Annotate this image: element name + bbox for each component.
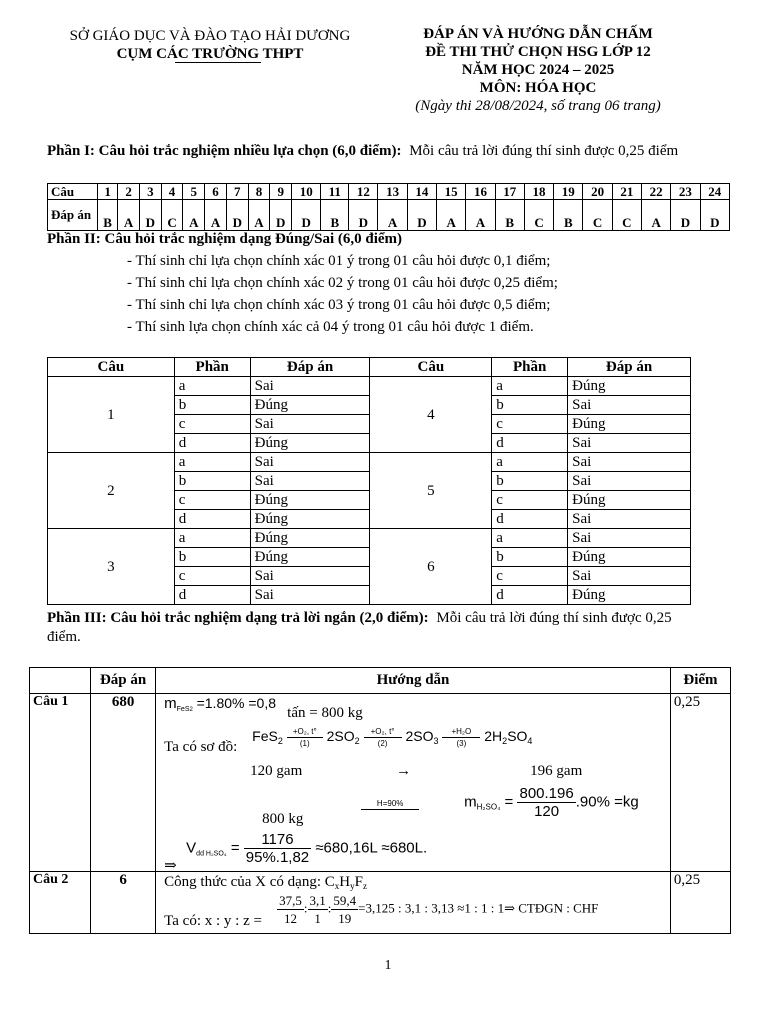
subscript: 2 — [277, 736, 283, 747]
part-letter: c — [174, 491, 250, 510]
denominator: 120 — [534, 803, 560, 820]
answer-key-question: 12 — [349, 184, 378, 200]
score-value: 0,25 — [670, 872, 730, 934]
reaction-arrow — [287, 727, 323, 748]
exam-title: ĐỀ THI THỬ CHỌN HSG LỚP 12 — [425, 44, 651, 60]
species: 2SO — [405, 728, 434, 745]
part-letter: a — [492, 377, 568, 396]
answer-cell: Sai — [568, 567, 691, 586]
numerator: 59,4 — [333, 893, 357, 908]
subscript: y — [350, 881, 355, 891]
part3-table — [29, 667, 731, 934]
answer-key-question: 1 — [98, 184, 118, 200]
arrow-bot: (1) — [299, 739, 310, 748]
arrow-bot: (2) — [377, 739, 388, 748]
col-header-answer: Đáp án — [91, 668, 156, 694]
answer-key-answer: C — [161, 200, 183, 231]
question-number: 3 — [48, 529, 175, 605]
col-header: Phần — [174, 358, 250, 377]
answer-key-question: 6 — [205, 184, 227, 200]
answer-key-answer: A — [118, 200, 140, 231]
arrow-line — [361, 809, 419, 810]
answer-key-a-label: Đáp án — [48, 200, 98, 231]
part-letter: d — [174, 510, 250, 529]
part1-heading — [47, 143, 747, 160]
answer-cell: Sai — [250, 567, 370, 586]
col-header: Đáp án — [250, 358, 370, 377]
subscript: x — [334, 881, 340, 891]
mass-196: 196 gam — [530, 763, 583, 779]
answer-cell: Đúng — [250, 491, 370, 510]
volume-result: ≈680,16L ≈680L. — [315, 839, 428, 857]
answer-key-question: 7 — [226, 184, 248, 200]
answer-cell: Sai — [568, 472, 691, 491]
answer-key-q-label: Câu — [48, 184, 98, 200]
part2-header-row — [48, 358, 691, 377]
part2-rules — [127, 250, 558, 338]
answer-key-answer: C — [583, 200, 612, 231]
school-year: NĂM HỌC 2024 – 2025 — [461, 62, 615, 78]
answer-key-answer: A — [248, 200, 270, 231]
answer-key-answer: B — [321, 200, 349, 231]
arrow-top: H=90% — [376, 799, 404, 808]
symbol-m: m — [464, 793, 477, 811]
part3-heading — [47, 609, 737, 647]
answer-key-answer: A — [466, 200, 495, 231]
volume-formula: $V_{dd H_2SO_4}$ = $\frac{1176}{95\%.1,82}$ ≈680,16L ≈680L. — [186, 831, 428, 866]
fraction — [244, 831, 311, 866]
table-row — [30, 872, 731, 934]
denominator: 1 — [314, 911, 321, 926]
part2-rule: - Thí sinh chỉ lựa chọn chính xác 02 ý trong 01 câu hỏi được 0,25 điểm; — [127, 275, 558, 291]
answer-key-question: 3 — [139, 184, 161, 200]
numerator: 800.196 — [519, 785, 574, 802]
col-header-guide: Hướng dẫn — [156, 668, 671, 694]
ratio-result: =3,125 : 3,1 : 3,13 ≈1 : 1 : 1⇒ CTĐGN : CHF — [358, 900, 599, 916]
answer-key-question: 10 — [292, 184, 321, 200]
answer-key-answer-row — [48, 200, 730, 231]
answer-cell: Đúng — [568, 377, 691, 396]
header-right — [378, 25, 698, 115]
col-header: Câu — [48, 358, 175, 377]
answer-key-question: 11 — [321, 184, 349, 200]
answer-key-answer: D — [226, 200, 248, 231]
answer-cell: Đúng — [568, 586, 691, 605]
part2-rule: - Thí sinh lựa chọn chính xác cả 04 ý trong 01 câu hỏi được 1 điểm. — [127, 319, 534, 335]
part-letter: b — [174, 548, 250, 567]
answer-key-answer: D — [270, 200, 292, 231]
answer-cell: Đúng — [250, 434, 370, 453]
answer-cell: Đúng — [250, 396, 370, 415]
subscript: H₂SO₄ — [476, 802, 501, 812]
answer-key-answer: A — [437, 200, 466, 231]
answer-key-answer: D — [671, 200, 700, 231]
arrow-bot — [361, 811, 419, 820]
answer-key-answer: D — [292, 200, 321, 231]
separator: : — [327, 900, 332, 916]
formula-prefix: Công thức của X có dạng: C — [164, 874, 335, 890]
part-letter: a — [174, 529, 250, 548]
guide-cell — [156, 694, 671, 872]
part-letter: c — [174, 567, 250, 586]
answer-key-question-row — [48, 184, 730, 200]
part3-note: Mỗi câu trả lời đúng thí sinh được 0,25 — [436, 610, 672, 626]
part-letter: d — [492, 510, 568, 529]
part-letter: c — [492, 491, 568, 510]
reaction-scheme — [252, 727, 532, 748]
scheme-label: Ta có sơ đồ: — [164, 739, 238, 755]
question-number: 4 — [370, 377, 492, 453]
page-number: 1 — [384, 958, 392, 973]
fraction — [331, 892, 358, 927]
col-header: Phần — [492, 358, 568, 377]
separator: : — [303, 900, 308, 916]
mass-arrow: → — [396, 763, 412, 779]
department-name: SỞ GIÁO DỤC VÀ ĐÀO TẠO HẢI DƯƠNG — [69, 28, 351, 44]
part-letter: d — [174, 586, 250, 605]
part-letter: c — [174, 415, 250, 434]
answer-cell: Sai — [250, 377, 370, 396]
answer-cell: Sai — [250, 472, 370, 491]
part-letter: b — [174, 396, 250, 415]
header-left — [30, 27, 390, 63]
answer-key-question: 13 — [378, 184, 407, 200]
answer-key-answer: D — [700, 200, 729, 231]
answer-cell: Sai — [250, 586, 370, 605]
fraction-tail: .90% =kg — [575, 793, 639, 811]
answer-key-question: 14 — [407, 184, 436, 200]
col-header: Đáp án — [568, 358, 691, 377]
implies-symbol: ⇒ — [164, 858, 177, 874]
subscript: dd H₂SO₄ — [196, 850, 227, 858]
answer-cell: Sai — [250, 415, 370, 434]
denominator: 12 — [284, 911, 298, 926]
col-header: Câu — [370, 358, 492, 377]
species: 2H — [484, 728, 503, 745]
table-row — [48, 453, 691, 472]
answer-cell: Đúng — [568, 415, 691, 434]
numerator: 1176 — [244, 831, 311, 849]
h2so4-mass-formula: $m_{H_2SO_4}$ = $\frac{800.196}{120}$ .90% =kg — [464, 785, 639, 820]
answer-key-answer: A — [183, 200, 205, 231]
part-letter: c — [492, 567, 568, 586]
question-number: 6 — [370, 529, 492, 605]
part-letter: b — [492, 472, 568, 491]
subject: MÔN: HÓA HỌC — [479, 80, 597, 96]
element: H — [339, 874, 351, 890]
answer-key-answer: D — [139, 200, 161, 231]
species: SO — [507, 728, 528, 745]
answer-key-question: 8 — [248, 184, 270, 200]
part-letter: a — [174, 377, 250, 396]
part-letter: c — [492, 415, 568, 434]
answer-key-question: 22 — [642, 184, 671, 200]
part-letter: b — [492, 548, 568, 567]
part1-title: Phần I: Câu hỏi trắc nghiệm nhiều lựa chọn (6,0 điểm): — [47, 143, 402, 159]
answer-key-question: 17 — [495, 184, 524, 200]
answer-cell: Sai — [568, 510, 691, 529]
question-label: Câu 1 — [30, 694, 91, 872]
part2-title: Phần II: Câu hỏi trắc nghiệm dạng Đúng/Sai (6,0 điểm) — [47, 231, 403, 247]
part-letter: a — [174, 453, 250, 472]
mass-800kg: 800 kg — [262, 811, 304, 827]
species: 2SO — [326, 728, 355, 745]
answer-cell: Sai — [568, 434, 691, 453]
symbol-m: m — [164, 695, 177, 712]
answer-cell: Đúng — [250, 548, 370, 567]
answer-key-answer: D — [349, 200, 378, 231]
part3-title: Phần III: Câu hỏi trắc nghiệm dạng trả lời ngắn (2,0 điểm): — [47, 610, 429, 626]
subscript — [177, 706, 193, 713]
arrow-top: +H₂O — [451, 727, 472, 736]
subscript: 2 — [354, 736, 360, 747]
ratio-formula — [277, 892, 598, 927]
question-label: Câu 2 — [30, 872, 91, 934]
part3-note-cont: điểm. — [47, 629, 81, 645]
answer-cell: Sai — [250, 453, 370, 472]
part-letter: a — [492, 529, 568, 548]
arrow-top: +O₂, t° — [292, 727, 317, 736]
fraction — [277, 892, 304, 927]
part1-note: Mỗi câu trả lời đúng thí sinh được 0,25 điểm — [409, 143, 679, 159]
part-letter: d — [174, 434, 250, 453]
part-letter: a — [492, 453, 568, 472]
part2-rule: - Thí sinh chỉ lựa chọn chính xác 03 ý trong 01 câu hỏi được 0,5 điểm; — [127, 297, 551, 313]
subscript: 2 — [502, 736, 508, 747]
symbol-v: V — [186, 839, 197, 857]
fes2-mass-value: =1.80% =0,8 — [196, 695, 276, 711]
arrow-line — [364, 737, 402, 738]
answer-cell: Đúng — [250, 529, 370, 548]
denominator: 95%.1,82 — [245, 849, 310, 866]
question-number: 1 — [48, 377, 175, 453]
species: FeS — [252, 728, 278, 745]
arrow-bot: (3) — [456, 739, 467, 748]
answer-key-question: 23 — [671, 184, 700, 200]
answer-key-question: 21 — [612, 184, 641, 200]
answer-key-answer: A — [378, 200, 407, 231]
subscript: z — [362, 881, 367, 891]
part3-header-row — [30, 668, 731, 694]
question-number: 2 — [48, 453, 175, 529]
answer-value: 6 — [91, 872, 156, 934]
reaction-arrow — [364, 727, 402, 748]
answer-key-question: 20 — [583, 184, 612, 200]
answer-key-question: 2 — [118, 184, 140, 200]
answer-key-question: 19 — [554, 184, 583, 200]
answer-key-question: 4 — [161, 184, 183, 200]
denominator: 19 — [338, 911, 352, 926]
ton-text: tấn = 800 kg — [287, 705, 363, 721]
answer-key-answer: B — [554, 200, 583, 231]
table-row — [48, 529, 691, 548]
question-number: 5 — [370, 453, 492, 529]
subscript: 4 — [527, 736, 533, 747]
ratio-prefix: Ta có: x : y : z = — [164, 913, 262, 929]
part-letter: b — [174, 472, 250, 491]
table-row — [48, 377, 691, 396]
yield-arrow — [361, 799, 419, 820]
fraction — [517, 785, 575, 820]
arrow-line — [287, 737, 323, 738]
part-letter: d — [492, 586, 568, 605]
part2-answer-table — [47, 357, 691, 605]
part2-rule: - Thí sinh chỉ lựa chọn chính xác 01 ý trong 01 câu hỏi được 0,1 điểm; — [127, 253, 551, 269]
numerator: 37,5 — [279, 893, 302, 908]
answer-key-question: 15 — [437, 184, 466, 200]
guide-cell — [156, 872, 671, 934]
answer-cell: Sai — [568, 529, 691, 548]
answer-key-answer: B — [495, 200, 524, 231]
exam-date: (Ngày thi 28/08/2024, số trang 06 trang) — [415, 98, 661, 114]
col-header-question — [30, 668, 91, 694]
doc-title: ĐÁP ÁN VÀ HƯỚNG DẪN CHẤM — [423, 26, 653, 42]
answer-key-answer: B — [98, 200, 118, 231]
reaction-arrow — [442, 727, 480, 748]
subscript: 3 — [433, 736, 439, 747]
answer-key-question: 9 — [270, 184, 292, 200]
part-letter: d — [492, 434, 568, 453]
answer-cell: Đúng — [568, 548, 691, 567]
answer-key-answer: A — [642, 200, 671, 231]
answer-key-question: 16 — [466, 184, 495, 200]
answer-key-question: 24 — [700, 184, 729, 200]
formula-form-line — [164, 874, 367, 891]
arrow-top: +O₂, t° — [370, 727, 395, 736]
element: F — [354, 874, 363, 890]
fraction — [308, 892, 328, 927]
col-header-score: Điểm — [670, 668, 730, 694]
arrow-line — [442, 737, 480, 738]
sub-text: 2 — [189, 707, 193, 713]
answer-cell: Sai — [568, 396, 691, 415]
score-value: 0,25 — [670, 694, 730, 872]
answer-cell: Sai — [568, 453, 691, 472]
answer-key-answer: A — [205, 200, 227, 231]
answer-key-answer: D — [407, 200, 436, 231]
part1-answer-key — [47, 183, 730, 231]
answer-cell: Đúng — [250, 510, 370, 529]
school-cluster-name: CỤM CÁC TRƯỜNG THPT — [116, 46, 304, 62]
answer-key-answer: C — [612, 200, 641, 231]
table-row — [30, 694, 731, 872]
answer-key-answer: C — [524, 200, 553, 231]
answer-key-question: 5 — [183, 184, 205, 200]
sub-text: FeS — [176, 706, 190, 713]
header-underline — [175, 62, 261, 63]
answer-cell: Đúng — [568, 491, 691, 510]
mass-120: 120 gam — [250, 763, 303, 779]
numerator: 3,1 — [309, 893, 326, 908]
answer-value: 680 — [91, 694, 156, 872]
reaction-arrow — [361, 799, 419, 820]
part-letter: b — [492, 396, 568, 415]
answer-key-question: 18 — [524, 184, 553, 200]
fes2-mass-line — [164, 695, 276, 713]
